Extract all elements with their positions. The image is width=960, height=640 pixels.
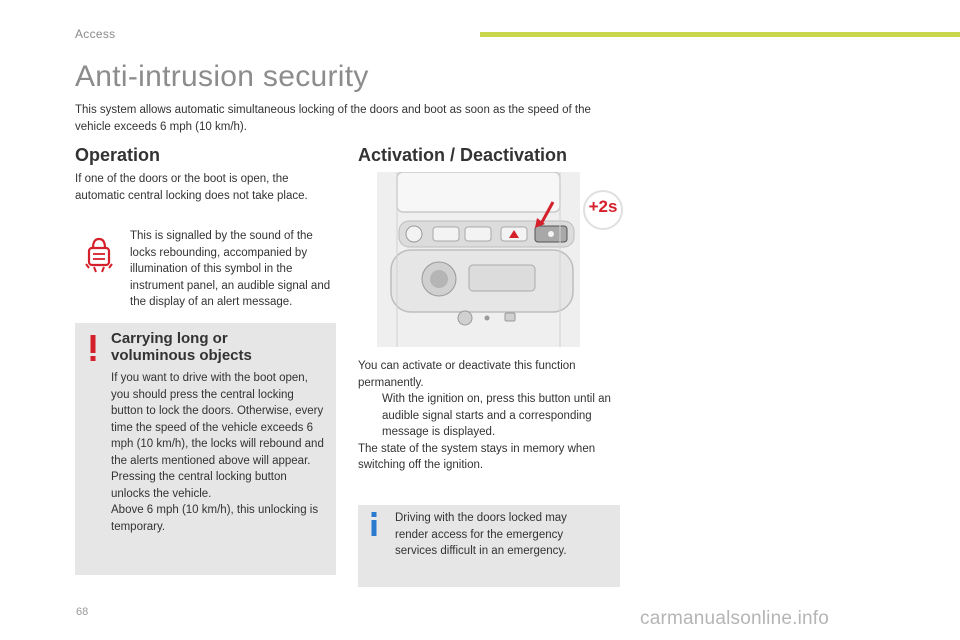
section-label: Access bbox=[75, 27, 116, 41]
header-accent-bar bbox=[480, 32, 960, 37]
door-lock-warning-icon bbox=[84, 234, 114, 274]
warning-body-para: Pressing the central locking button unlocks the vehicle. bbox=[111, 471, 287, 500]
activation-step bbox=[358, 391, 620, 441]
hold-duration-label: +2s bbox=[588, 197, 618, 216]
exclamation-icon bbox=[89, 335, 97, 361]
signal-description: This is signalled by the sound of the locks rebounding, accompanied by illumination of this symbol in the instrument panel, an audible signal and the display of an alert message. bbox=[130, 230, 331, 308]
activation-para: You can activate or deactivate this function permanently. bbox=[358, 360, 576, 389]
watermark: carmanualsonline.info bbox=[640, 608, 830, 629]
warning-body bbox=[111, 370, 326, 535]
page-title: Anti-intrusion security bbox=[75, 60, 369, 93]
operation-para: If one of the doors or the boot is open, the automatic central locking does not take place. bbox=[75, 173, 308, 202]
activation-step-text: With the ignition on, press this button until an audible signal starts and a corresponding message is displayed. bbox=[382, 393, 611, 438]
page-number: 68 bbox=[76, 606, 89, 618]
intro-text: This system allows automatic simultaneous locking of the doors and boot as soon as the speed of the vehicle exceeds 6 mph (10 km/h). bbox=[75, 104, 591, 133]
warning-body-para: If you want to drive with the boot open, you should press the central locking button to lock the doors. Otherwise, every time the speed of the vehicle exceeds 6 mph (10 km/h), the locks will rebound and the alerts mentioned above will appear. bbox=[111, 372, 324, 467]
info-icon bbox=[370, 512, 378, 536]
operation-heading: Operation bbox=[75, 145, 161, 165]
activation-text bbox=[358, 358, 620, 474]
warning-title: Carrying long or voluminous objects bbox=[111, 330, 252, 364]
warning-body-para: Above 6 mph (10 km/h), this unlocking is temporary. bbox=[111, 504, 319, 533]
activation-memory-para: The state of the system stays in memory when switching off the ignition. bbox=[358, 442, 596, 471]
activation-heading: Activation / Deactivation bbox=[358, 145, 568, 165]
info-text: Driving with the doors locked may render access for the emergency services difficult in an emergency. bbox=[395, 512, 567, 557]
dashboard-console-illustration bbox=[377, 172, 580, 347]
